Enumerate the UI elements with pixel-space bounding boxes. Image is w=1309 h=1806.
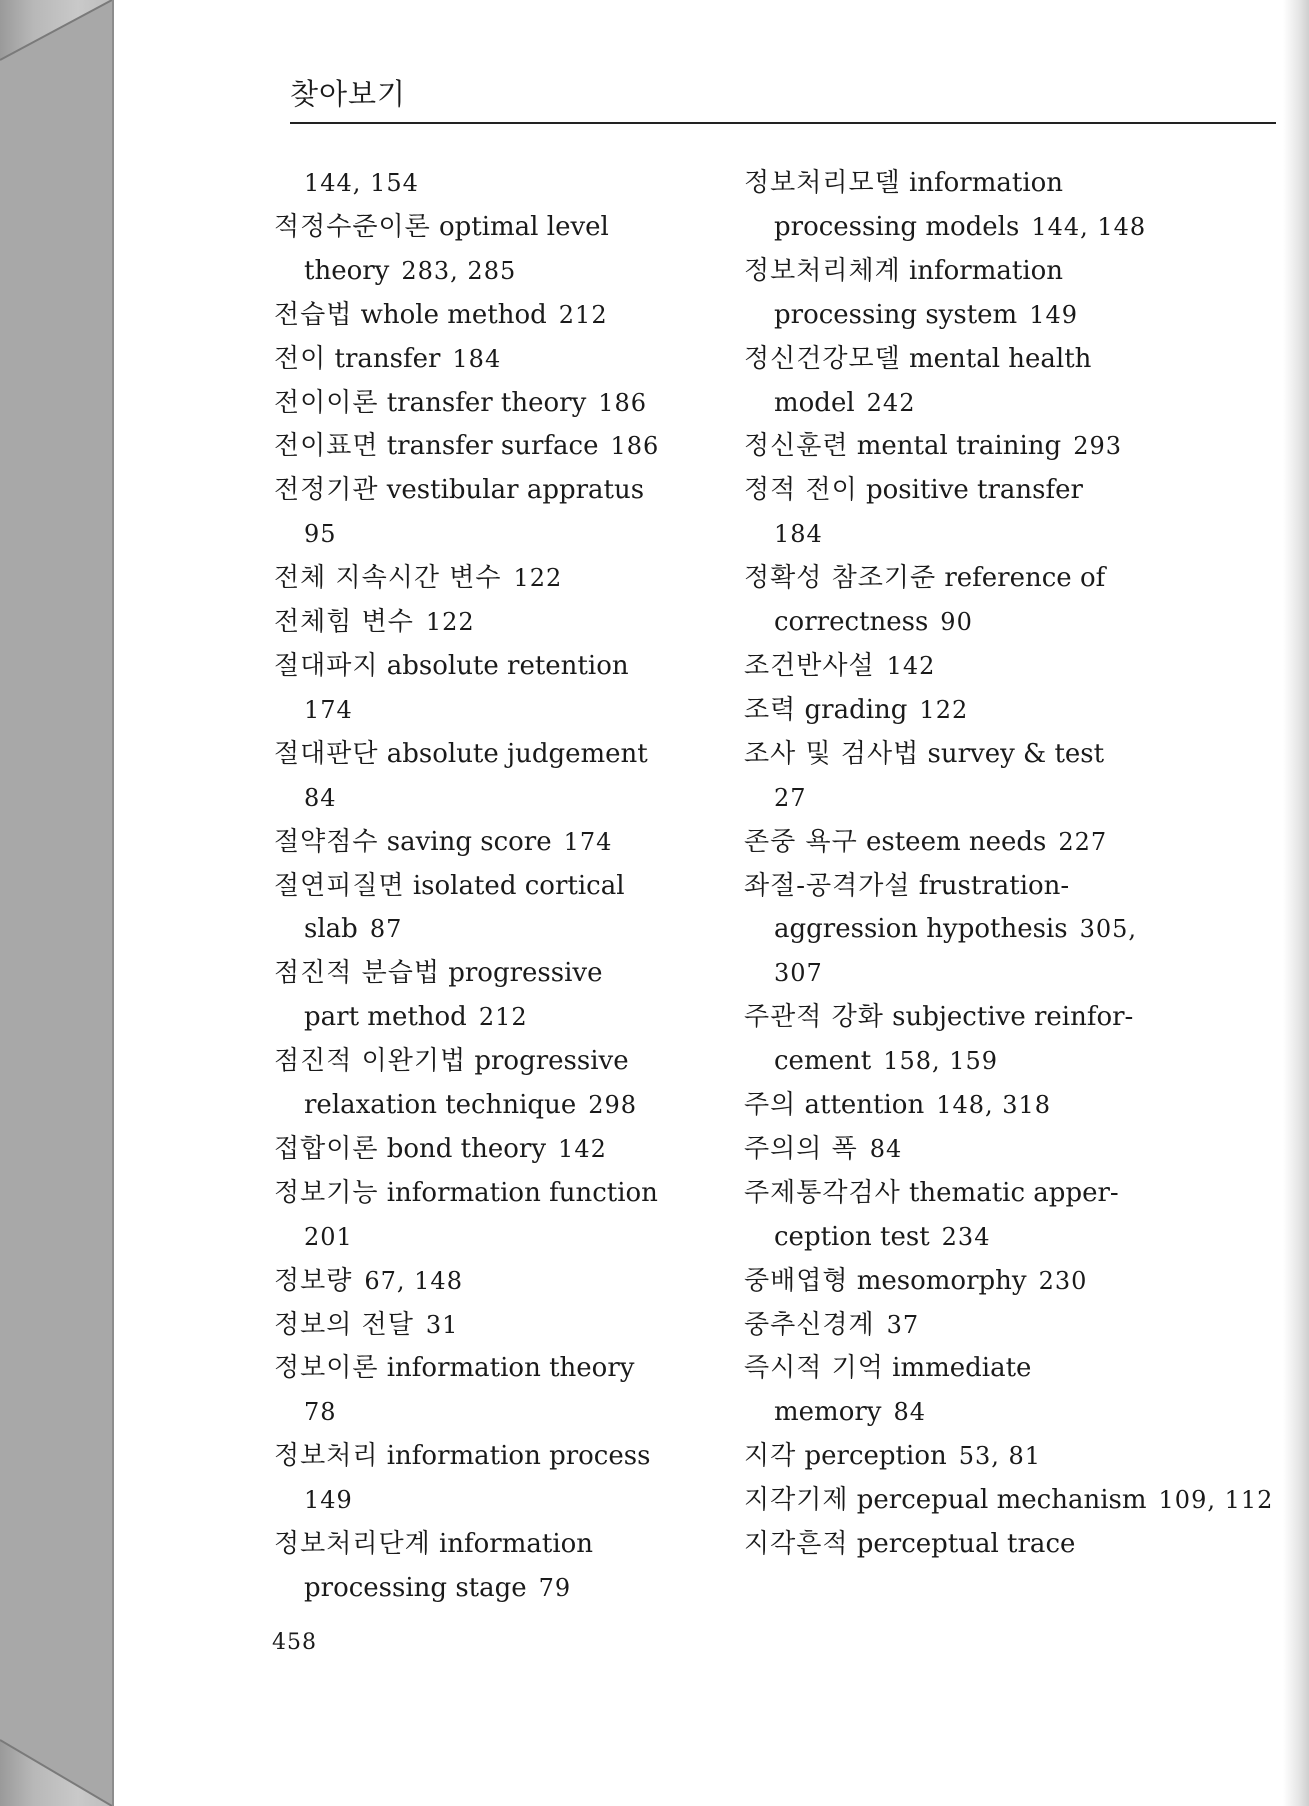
entry-term-english: percepual mechanism — [856, 1485, 1147, 1516]
entry-term-korean: 전습법 — [274, 299, 353, 330]
entry-term-korean: 점진적 이완기법 — [274, 1046, 467, 1077]
entry-term-english: absolute retention — [386, 650, 629, 681]
index-entry-continuation — [744, 513, 1184, 557]
entry-pages: 79 — [538, 1574, 572, 1602]
index-entry-continuation — [274, 1567, 714, 1611]
entry-pages: 186 — [598, 388, 648, 417]
entry-pages: 109, 112 — [1158, 1486, 1274, 1515]
entry-term-korean: 정보처리단계 — [274, 1529, 431, 1560]
entry-term-english: perception — [804, 1441, 947, 1472]
entry-term-english: mental training — [856, 431, 1062, 462]
entry-term-english: positive transfer — [866, 475, 1083, 506]
entry-term-korean: 조력 — [744, 694, 797, 725]
entry-pages: 174 — [563, 827, 613, 856]
index-entry — [274, 1347, 714, 1391]
index-entry-continuation — [744, 952, 1184, 996]
entry-term-english-cont: part method — [304, 1002, 467, 1033]
entry-term-english-cont: theory — [304, 255, 390, 286]
index-entry-continuation — [274, 908, 714, 952]
entry-pages: 144, 148 — [1031, 212, 1147, 241]
entry-term-english: immediate — [892, 1353, 1032, 1384]
entry-term-korean: 절대판단 — [274, 738, 379, 769]
index-entry — [274, 1304, 714, 1348]
index-entry-continuation — [744, 382, 1184, 426]
index-entry — [274, 645, 714, 689]
index-entry-continuation — [274, 1084, 714, 1128]
entry-term-english: reference of — [944, 563, 1106, 594]
index-entry — [274, 425, 714, 469]
entry-term-korean: 정보처리모델 — [744, 168, 901, 198]
entry-term-english-cont: processing models — [774, 211, 1020, 242]
entry-pages: 184 — [774, 520, 823, 549]
index-entry — [744, 557, 1184, 601]
entry-term-english: bond theory — [386, 1133, 547, 1164]
entry-pages: 37 — [886, 1310, 920, 1339]
entry-pages: 122 — [425, 608, 475, 637]
index-entry — [274, 162, 714, 206]
entry-pages: 307 — [774, 959, 823, 988]
entry-term-english: optimal level — [438, 211, 609, 242]
entry-pages: 122 — [513, 564, 563, 593]
entry-pages: 90 — [940, 608, 973, 637]
entry-term-english: absolute judgement — [386, 738, 648, 769]
index-entry — [744, 1084, 1184, 1128]
entry-pages: 142 — [886, 651, 936, 680]
entry-pages: 31 — [425, 1310, 459, 1339]
entry-term-english: isolated cortical — [412, 870, 625, 901]
index-entry — [274, 338, 714, 382]
index-entry-continuation — [744, 777, 1184, 821]
entry-pages: 227 — [1058, 827, 1108, 856]
index-entry-continuation — [274, 1216, 714, 1260]
entry-term-english: information function — [386, 1177, 658, 1208]
entry-term-korean: 중추신경계 — [744, 1309, 875, 1340]
entry-pages: 283, 285 — [401, 256, 517, 285]
index-entry-continuation — [274, 689, 714, 733]
entry-pages: 142 — [558, 1134, 607, 1163]
entry-term-english-cont: cement — [774, 1046, 872, 1077]
entry-pages: 144, 154 — [304, 169, 419, 197]
index-entry — [744, 338, 1184, 382]
entry-term-korean: 점진적 분습법 — [274, 958, 440, 989]
entry-term-korean: 전체 지속시간 변수 — [274, 563, 502, 594]
index-entry — [274, 865, 714, 909]
entry-pages: 186 — [610, 432, 660, 461]
header-title: 찾아보기 — [290, 77, 407, 111]
index-entry — [274, 1128, 714, 1172]
entry-pages: 149 — [304, 1486, 353, 1515]
index-entry — [274, 601, 714, 645]
entry-pages: 148, 318 — [936, 1091, 1052, 1120]
entry-term-english: vestibular appratus — [386, 475, 645, 506]
entry-pages: 212 — [478, 1003, 528, 1032]
index-entry — [274, 1172, 714, 1216]
index-entry-continuation — [744, 1391, 1184, 1435]
entry-pages: 174 — [304, 695, 353, 724]
entry-term-english: information — [908, 168, 1064, 198]
page-header — [290, 74, 1276, 124]
entry-term-english: transfer theory — [386, 387, 587, 418]
entry-term-korean: 정보처리체계 — [744, 255, 901, 286]
entry-term-english: saving score — [386, 826, 552, 857]
entry-pages: 158, 159 — [883, 1047, 999, 1076]
index-entry-continuation — [274, 250, 714, 294]
entry-pages: 184 — [452, 344, 502, 373]
index-entry — [744, 1435, 1184, 1479]
index-entry — [744, 733, 1184, 777]
index-entry-continuation — [744, 206, 1184, 250]
entry-pages: 305, — [1079, 915, 1138, 944]
entry-term-english: information — [908, 255, 1064, 286]
index-entry — [744, 1304, 1184, 1348]
entry-term-english: mesomorphy — [856, 1265, 1027, 1296]
entry-term-korean: 정보처리 — [274, 1441, 379, 1472]
index-entry — [744, 865, 1184, 909]
entry-pages: 95 — [304, 520, 337, 549]
index-column-left — [274, 162, 714, 1611]
entry-term-korean: 전이표면 — [274, 431, 379, 462]
entry-pages: 84 — [304, 783, 337, 812]
entry-term-english-cont: memory — [774, 1397, 882, 1428]
index-entry — [744, 425, 1184, 469]
entry-term-korean: 조사 및 검사법 — [744, 738, 920, 769]
index-entry — [274, 382, 714, 426]
entry-term-korean: 존중 욕구 — [744, 826, 858, 857]
index-entry — [274, 1260, 714, 1304]
entry-term-english-cont: processing stage — [304, 1573, 527, 1603]
index-entry — [274, 294, 714, 338]
entry-term-english: survey & test — [927, 738, 1105, 769]
index-entry — [274, 1435, 714, 1479]
index-entry — [274, 1040, 714, 1084]
entry-term-english-cont: processing system — [774, 299, 1018, 330]
entry-pages: 242 — [866, 388, 916, 417]
entry-term-korean: 전정기관 — [274, 475, 379, 506]
book-spine — [0, 0, 112, 1806]
entry-pages: 230 — [1038, 1266, 1088, 1295]
index-entry — [744, 162, 1184, 206]
index-entry — [744, 250, 1184, 294]
page-edge-shadow — [1283, 0, 1309, 1806]
entry-term-korean: 주관적 강화 — [744, 1002, 884, 1033]
entry-term-korean: 정보기능 — [274, 1177, 379, 1208]
entry-term-korean: 정신건강모델 — [744, 343, 901, 374]
entry-term-english: information theory — [386, 1353, 635, 1384]
entry-term-korean: 절약점수 — [274, 826, 379, 857]
entry-term-english-cont: model — [774, 387, 855, 418]
index-entry-continuation — [274, 777, 714, 821]
entry-term-korean: 정확성 참조기준 — [744, 563, 937, 594]
entry-term-korean: 주의 — [744, 1090, 797, 1121]
index-entry-continuation — [744, 294, 1184, 338]
index-entry-continuation — [744, 1040, 1184, 1084]
entry-term-english: information — [438, 1529, 594, 1560]
index-entry — [274, 733, 714, 777]
entry-term-korean: 정보이론 — [274, 1353, 379, 1384]
entry-term-english: attention — [804, 1090, 925, 1121]
entry-pages: 298 — [588, 1091, 638, 1120]
entry-term-english: esteem needs — [866, 826, 1047, 857]
page-number: 458 — [272, 1630, 317, 1655]
entry-pages: 234 — [941, 1222, 991, 1251]
entry-term-korean: 절연피질면 — [274, 870, 405, 901]
entry-term-korean: 전이이론 — [274, 387, 379, 418]
index-entry — [744, 821, 1184, 865]
index-entry — [744, 645, 1184, 689]
index-entry — [744, 1172, 1184, 1216]
index-entry — [274, 952, 714, 996]
entry-term-korean: 중배엽형 — [744, 1265, 849, 1296]
entry-pages: 78 — [304, 1398, 337, 1427]
index-entry — [274, 557, 714, 601]
entry-term-korean: 정적 전이 — [744, 475, 858, 506]
entry-pages: 201 — [304, 1222, 353, 1251]
entry-term-korean: 주의의 폭 — [744, 1133, 858, 1164]
entry-pages: 122 — [919, 695, 969, 724]
entry-term-korean: 절대파지 — [274, 650, 379, 681]
index-entry — [274, 1523, 714, 1567]
entry-pages: 149 — [1029, 300, 1079, 329]
entry-term-english-cont: ception test — [774, 1221, 930, 1252]
index-entry — [744, 469, 1184, 513]
entry-pages: 53, 81 — [958, 1442, 1042, 1471]
entry-term-english-cont: aggression hypothesis — [774, 914, 1068, 945]
index-entry-continuation — [744, 1216, 1184, 1260]
entry-term-english: information process — [386, 1441, 651, 1472]
entry-term-korean: 즉시적 기억 — [744, 1353, 884, 1384]
entry-pages: 67, 148 — [364, 1266, 463, 1295]
index-entry-continuation — [744, 601, 1184, 645]
entry-pages: 27 — [774, 783, 807, 812]
entry-term-english: subjective reinfor- — [892, 1002, 1134, 1033]
entry-term-english-cont: relaxation technique — [304, 1090, 577, 1121]
entry-term-korean: 전체힘 변수 — [274, 607, 414, 638]
index-column-right — [744, 162, 1274, 1567]
entry-term-english: transfer surface — [386, 431, 599, 462]
index-page — [112, 0, 1309, 1806]
index-entry-continuation — [274, 513, 714, 557]
spine-shading — [0, 0, 112, 1806]
entry-term-korean: 정보량 — [274, 1265, 353, 1296]
entry-pages: 293 — [1073, 432, 1123, 461]
entry-term-english-cont: slab — [304, 914, 358, 945]
index-entry — [274, 469, 714, 513]
index-entry — [744, 996, 1184, 1040]
entry-term-korean: 접합이론 — [274, 1133, 379, 1164]
index-entry — [744, 1260, 1184, 1304]
entry-term-english: thematic apper- — [908, 1177, 1119, 1208]
entry-term-korean: 적정수준이론 — [274, 211, 431, 242]
entry-term-english: progressive — [474, 1046, 629, 1077]
index-entry-continuation — [274, 1391, 714, 1435]
header-rule — [290, 122, 1276, 124]
entry-term-english: grading — [804, 694, 908, 725]
index-entry — [744, 1128, 1184, 1172]
entry-term-english: perceptual trace — [856, 1529, 1076, 1560]
entry-pages: 84 — [893, 1398, 927, 1427]
index-entry-continuation — [744, 908, 1184, 952]
index-entry-continuation — [274, 996, 714, 1040]
entry-pages: 212 — [558, 300, 608, 329]
entry-term-korean: 지각흔적 — [744, 1529, 849, 1560]
index-entry-continuation — [274, 1479, 714, 1523]
entry-pages: 87 — [369, 915, 403, 944]
entry-term-korean: 좌절-공격가설 — [744, 870, 911, 901]
index-entry — [744, 1523, 1184, 1567]
index-entry — [744, 1479, 1274, 1523]
entry-term-korean: 조건반사설 — [744, 650, 875, 681]
entry-term-english-cont: correctness — [774, 607, 929, 638]
entry-term-korean: 정신훈련 — [744, 431, 849, 462]
index-entry — [274, 206, 714, 250]
entry-term-korean: 주제통각검사 — [744, 1177, 901, 1208]
index-entry — [274, 821, 714, 865]
entry-term-korean: 지각기제 — [744, 1485, 849, 1516]
entry-term-korean: 정보의 전달 — [274, 1309, 414, 1340]
entry-term-english: transfer — [334, 343, 441, 374]
entry-pages: 84 — [869, 1134, 903, 1163]
entry-term-english: progressive — [448, 958, 603, 989]
entry-term-korean: 지각 — [744, 1441, 797, 1472]
index-entry — [744, 689, 1184, 733]
entry-term-english: mental health — [908, 343, 1092, 374]
entry-term-korean: 전이 — [274, 343, 327, 374]
entry-term-english: whole method — [360, 299, 547, 330]
index-entry — [744, 1347, 1184, 1391]
entry-term-english: frustration- — [918, 870, 1070, 901]
